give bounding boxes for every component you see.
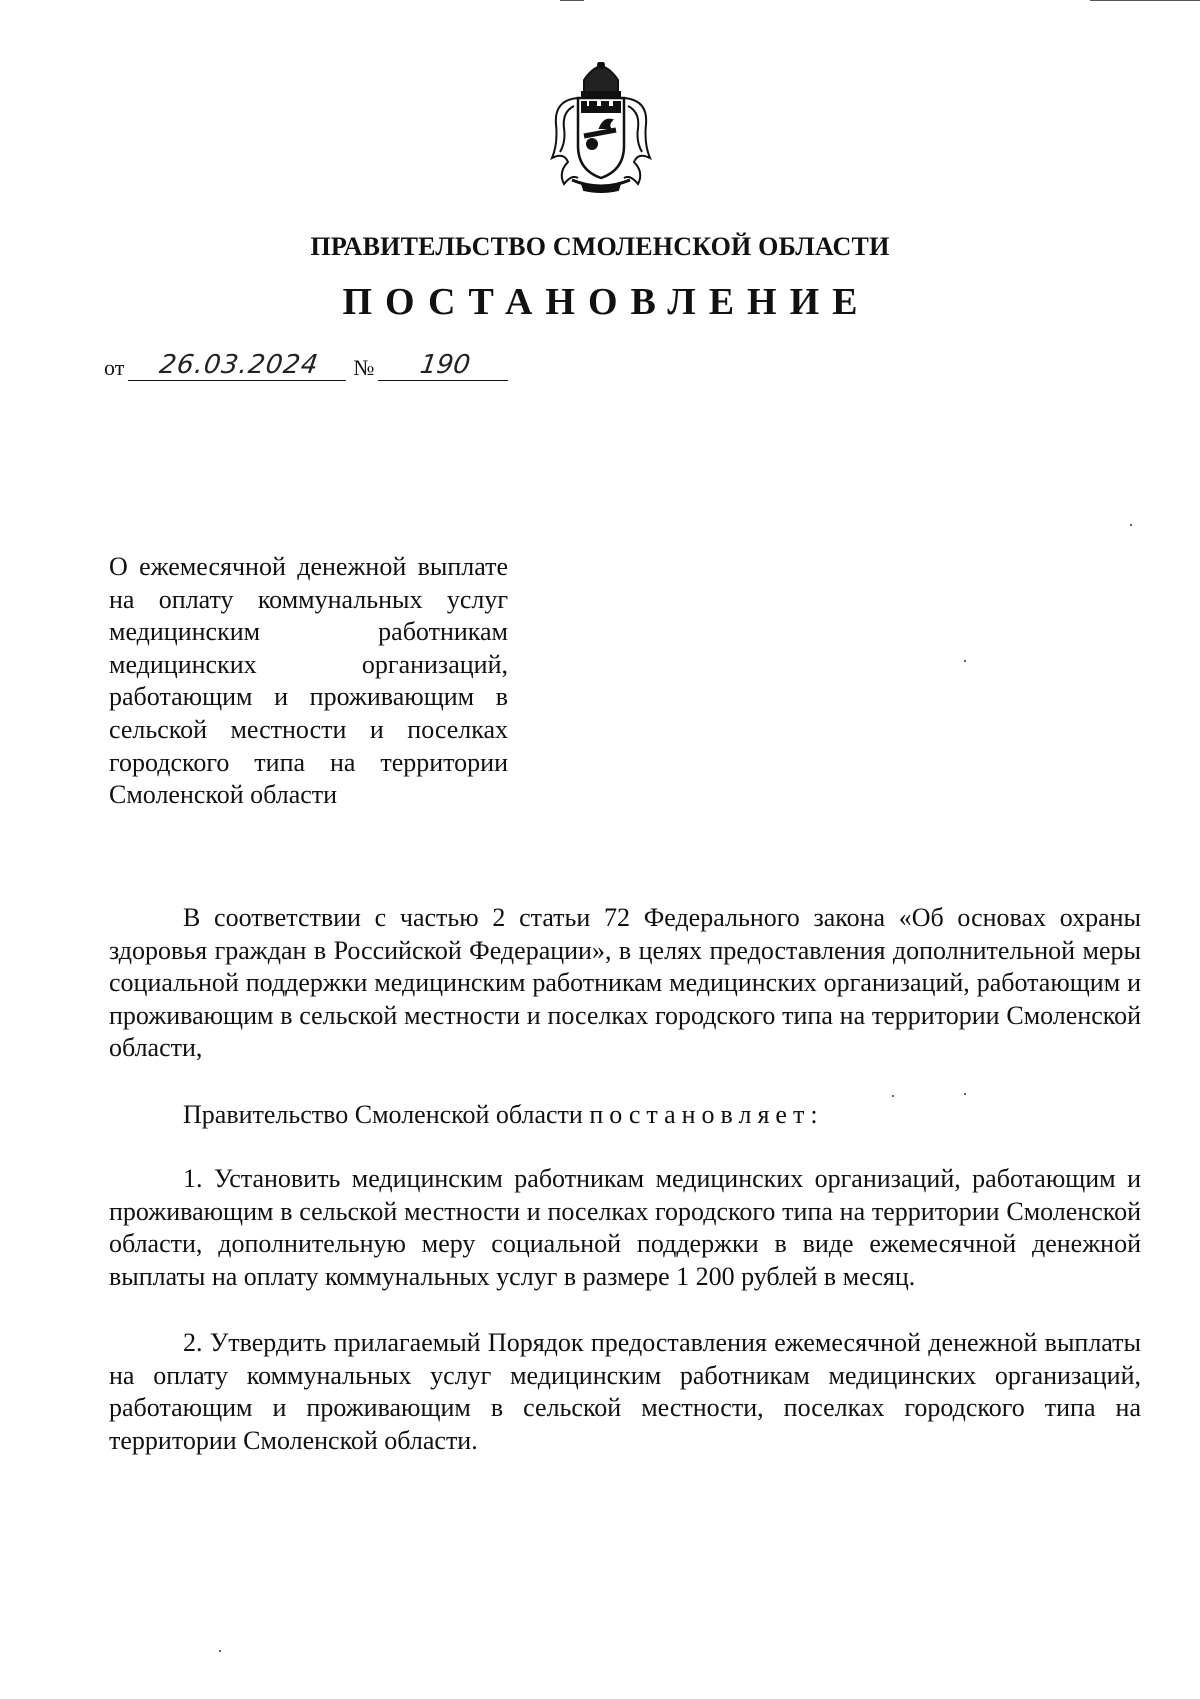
handwritten-number: 190: [378, 350, 512, 381]
scan-speck: [219, 1650, 221, 1652]
scan-speck: [1130, 524, 1132, 526]
scan-speck: [964, 1093, 966, 1095]
organization-title: ПРАВИТЕЛЬСТВО СМОЛЕНСКОЙ ОБЛАСТИ: [310, 232, 890, 261]
item-1-paragraph: 1. Установить медицинским работникам медицинских организаций, работающим и проживающим в сельской местности и поселках городского типа на территории Смоленской области, дополнительную меру социальной поддержки в виде ежемесячной денежной выплаты на оплату коммунальных услуг в размере 1 200 рублей в месяц.: [109, 1164, 1141, 1291]
number-label: №: [353, 355, 375, 380]
date-from-label: от: [104, 355, 125, 380]
item-2-paragraph: 2. Утвердить прилагаемый Порядок предоставления ежемесячной денежной выплаты на оплату коммунальных услуг медицинским работникам медицинских организаций, работающим и проживающим в сельской местности, поселках городского типа на территории Смоленской области.: [109, 1328, 1141, 1455]
scan-speck: [892, 1095, 894, 1097]
scan-edge-mark: [1090, 0, 1200, 1]
scan-edge-mark: [560, 0, 584, 1]
coat-of-arms-emblem: [548, 62, 654, 194]
date-number-line: [104, 350, 510, 381]
document-type-heading: ПОСТАНОВЛЕНИЕ: [342, 281, 871, 323]
preamble-paragraph: В соответствии с частью 2 статьи 72 Федерального закона «Об основах охраны здоровья граждан в Российской Федерации», в целях предоставления дополнительной меры социальной поддержки медицинским работникам медицинских организаций, работающим и проживающим в сельской местности и поселках городского типа на территории Смоленской области,: [109, 903, 1141, 1063]
scan-speck: [964, 660, 966, 662]
resolves-word: постановляет:: [589, 1100, 824, 1129]
document-subject: О ежемесячной денежной выплате на оплату коммунальных услуг медицинским работникам медицинских организаций, работающим и проживающим в сельской местности и поселках городского типа на территории Смоленской области: [109, 552, 508, 810]
resolves-paragraph: [109, 1099, 1141, 1132]
resolves-prefix: Правительство Смоленской области: [183, 1100, 583, 1129]
handwritten-date: 26.03.2024: [128, 350, 350, 381]
